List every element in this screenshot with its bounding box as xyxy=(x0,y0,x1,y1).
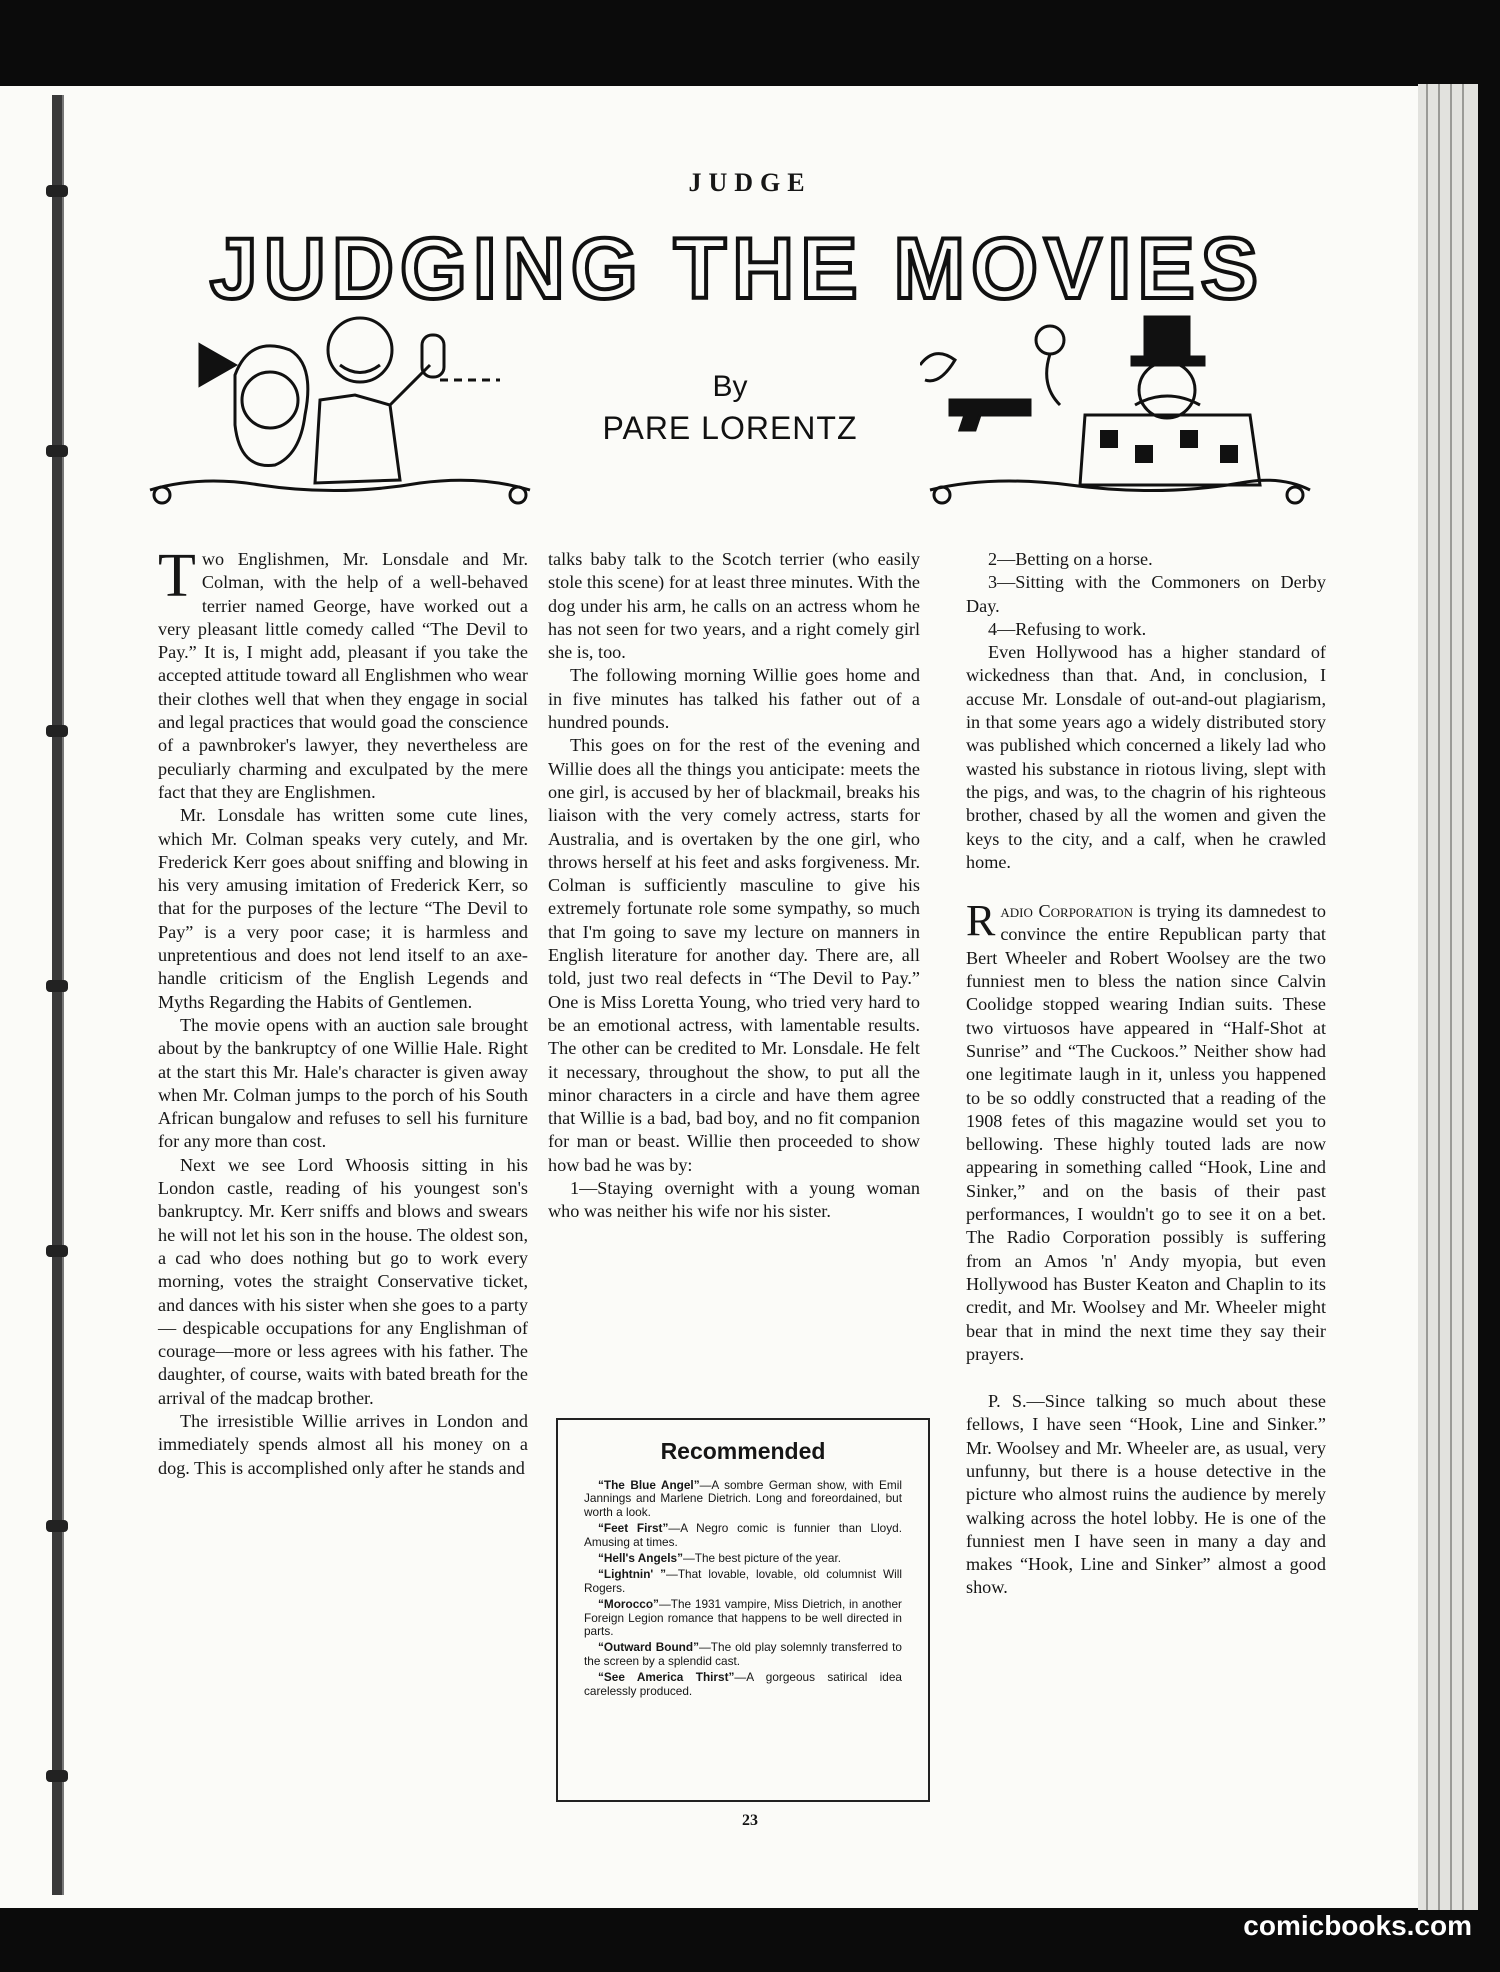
paragraph: The irresistible Willie arrives in London and immediately spends almost all his money on a dog. This is accomplished only after he stands and xyxy=(158,1410,528,1478)
recommended-item: “The Blue Angel”—A sombre German show, with Emil Jannings and Marlene Dietrich. Long and foreordained, but worth a look. xyxy=(584,1478,902,1519)
binding-stitch xyxy=(46,725,68,737)
list-item: 1—Staying overnight with a young woman who was neither his wife nor his sister. xyxy=(548,1178,920,1222)
page-edges xyxy=(1418,84,1478,1910)
paragraph: This goes on for the rest of the evening and Willie does all the things you anticipate: meets the one girl, is accused by her of blackmail, breaks his liaison with the very comely actress, starts for Australia, and is overtaken by the one girl, who throws herself at his feet and asks forgiveness. Mr. Colman is sufficiently masculine to give his extremely fortunate role some sympathy, so much that I'm going to save my lecture on manners in English literature for another day. There are, all told, just two real defects in “The Devil to Pay.” One is Miss Loretta Young, who tried very hard to be an emotional actress, with lamentable results. The other can be credited to Mr. Lonsdale. He felt it necessary, throughout the show, to put all the minor characters in a circle and have them agree that Willie is a bad, bad boy, and no fit companion for man or beast. Willie then proceeded to show how bad he was by: xyxy=(548,735,920,1175)
byline xyxy=(560,368,900,450)
paragraph: Two Englishmen, Mr. Lonsdale and Mr. Colman, with the help of a well-behaved terrier named George, have worked out a very pleasant little comedy called “The Devil to Pay.” It is, I might add, pleasant if you take the accepted attitude toward all Englishmen who wear their clothes well that when they engage in social and legal practices that would goad the conscience of a pawnbroker's lawyer, they nevertheless are peculiarly charming and exculpated by the mere fact that they are Englishmen. xyxy=(158,542,528,802)
recommended-item: “Lightnin' ”—That lovable, lovable, old columnist Will Rogers. xyxy=(584,1567,902,1595)
paragraph: talks baby talk to the Scotch terrier (who easily stole this scene) for at least three minutes. With the dog under his arm, he calls on an actress whom he has not seen for two years, and a right comely girl she is, too. xyxy=(548,549,920,663)
list-item: 3—Sitting with the Commoners on Derby Day. xyxy=(966,572,1326,616)
paragraph: Radio Corporation is trying its damnedest to convince the entire Republican party that Bert Wheeler and Robert Woolsey are the two funniest men to bless the nation since Calvin Coolidge stopped wearing Indian suits. These two virtuosos have appeared in “Half-Shot at Sunrise” and “The Cuckoos.” Neither show had one legitimate laugh in it, unless you happened to be so oddly constructed that a reading of the 1908 fetes of this magazine would set you to bellowing. These highly touted lads are now appearing in something called “Hook, Line and Sinker,” and on the basis of their past performances, I wouldn't go to see it on a bet. The Radio Corporation possibly is suffering from an Amos 'n' Andy myopia, but even Hollywood has Buster Keaton and Chaplin to its credit, and Mr. Woolsey and Mr. Wheeler might bear that in mind the next time they say their prayers. xyxy=(966,896,1327,1364)
article-column-3 xyxy=(966,548,1326,1600)
byline-author: PARE LORENTZ xyxy=(602,410,858,446)
drop-cap: R xyxy=(966,896,996,946)
recommended-box xyxy=(556,1418,930,1802)
binding-stitch xyxy=(46,445,68,457)
title-lettering xyxy=(140,222,1335,312)
paragraph: The following morning Willie goes home and in five minutes has talked his father out of a hundred pounds. xyxy=(548,665,920,733)
watermark: comicbooks.com xyxy=(1243,1910,1472,1941)
paragraph: Mr. Lonsdale has written some cute lines, which Mr. Colman speaks very cutely, and Mr. Frederick Kerr goes about sniffing and blowing in his very amusing imitation of Frederick Kerr, so that for the purposes of the lecture “The Devil to Pay” is a very poor case; it is harmless and unpretentious and does not lend itself to an axe-handle criticism of the English Legends and Myths Regarding the Habits of Gentlemen. xyxy=(158,805,528,1012)
article-title: JUDGING THE MOVIES xyxy=(209,222,1265,312)
article-column-1 xyxy=(158,542,528,1480)
paragraph: Even Hollywood has a higher standard of wickedness than that. And, in conclusion, I accuse Mr. Lonsdale of out-and-out plagiarism, in that some years ago a widely distributed story was published which concerned a likely lad who wasted his substance in riotous living, slept with the pigs, and was, to the chagrin of his righteous brother, chased by all the women and given the keys to the city, and a calf, when he crawled home. xyxy=(966,642,1326,872)
binding-stitch xyxy=(46,1245,68,1257)
recommended-item: “Outward Bound”—The old play solemnly transferred to the screen by a splendid cast. xyxy=(584,1640,902,1668)
postscript: P. S.—Since talking so much about these fellows, I have seen “Hook, Line and Sinker.” Mr. Woolsey and Mr. Wheeler are, as usual, very unfunny, but there is a house detective in the picture who almost ruins the audience by merely walking across the hotel lobby. He is one of the funniest men I have seen in many a day and makes “Hook, Line and Sinker” almost a good show. xyxy=(966,1391,1326,1598)
paragraph: The movie opens with an auction sale brought about by the bankruptcy of one Willie Hale. Right at the start this Mr. Hale's character is given away when Mr. Colman jumps to the porch of his South African bungalow and refuses to sell his furniture for any more than cost. xyxy=(158,1014,528,1152)
binding-stitch xyxy=(46,1520,68,1532)
list-item: 2—Betting on a horse. xyxy=(988,549,1153,569)
cartoon-couple-illustration xyxy=(140,305,540,520)
binding-stitch xyxy=(46,1770,68,1782)
recommended-item: “See America Thirst”—A gorgeous satirical idea carelessly produced. xyxy=(584,1670,902,1698)
list-item: 4—Refusing to work. xyxy=(988,618,1147,639)
cartoon-villain-illustration xyxy=(920,305,1320,520)
binding-stitch xyxy=(46,980,68,992)
article-column-2 xyxy=(548,548,920,1224)
paragraph: Next we see Lord Whoosis sitting in his London castle, reading of his youngest son's bankruptcy. Mr. Kerr sniffs and blows and swears he will not let his son in the house. The oldest son, a cad who does nothing but go to work every morning, votes the straight Conservative ticket, and dances with his sister when she goes to a party — despicable occupations for any Englishman of courage—more or less agrees with his father. The daughter, of course, waits with bated breath for the arrival of the madcap brother. xyxy=(158,1154,528,1408)
running-head: JUDGE xyxy=(688,168,812,197)
recommended-item: “Feet First”—A Negro comic is funnier than Lloyd. Amusing at times. xyxy=(584,1521,902,1549)
book-binding xyxy=(52,95,64,1895)
recommended-heading: Recommended xyxy=(660,1438,826,1464)
recommended-item: “Morocco”—The 1931 vampire, Miss Dietrich, in another Foreign Legion romance that happens to be well directed in parts. xyxy=(584,1597,902,1639)
byline-by: By xyxy=(712,370,748,403)
drop-cap: T xyxy=(158,542,196,610)
page-number: 23 xyxy=(742,1812,758,1829)
recommended-item: “Hell's Angels”—The best picture of the year. xyxy=(598,1551,841,1566)
